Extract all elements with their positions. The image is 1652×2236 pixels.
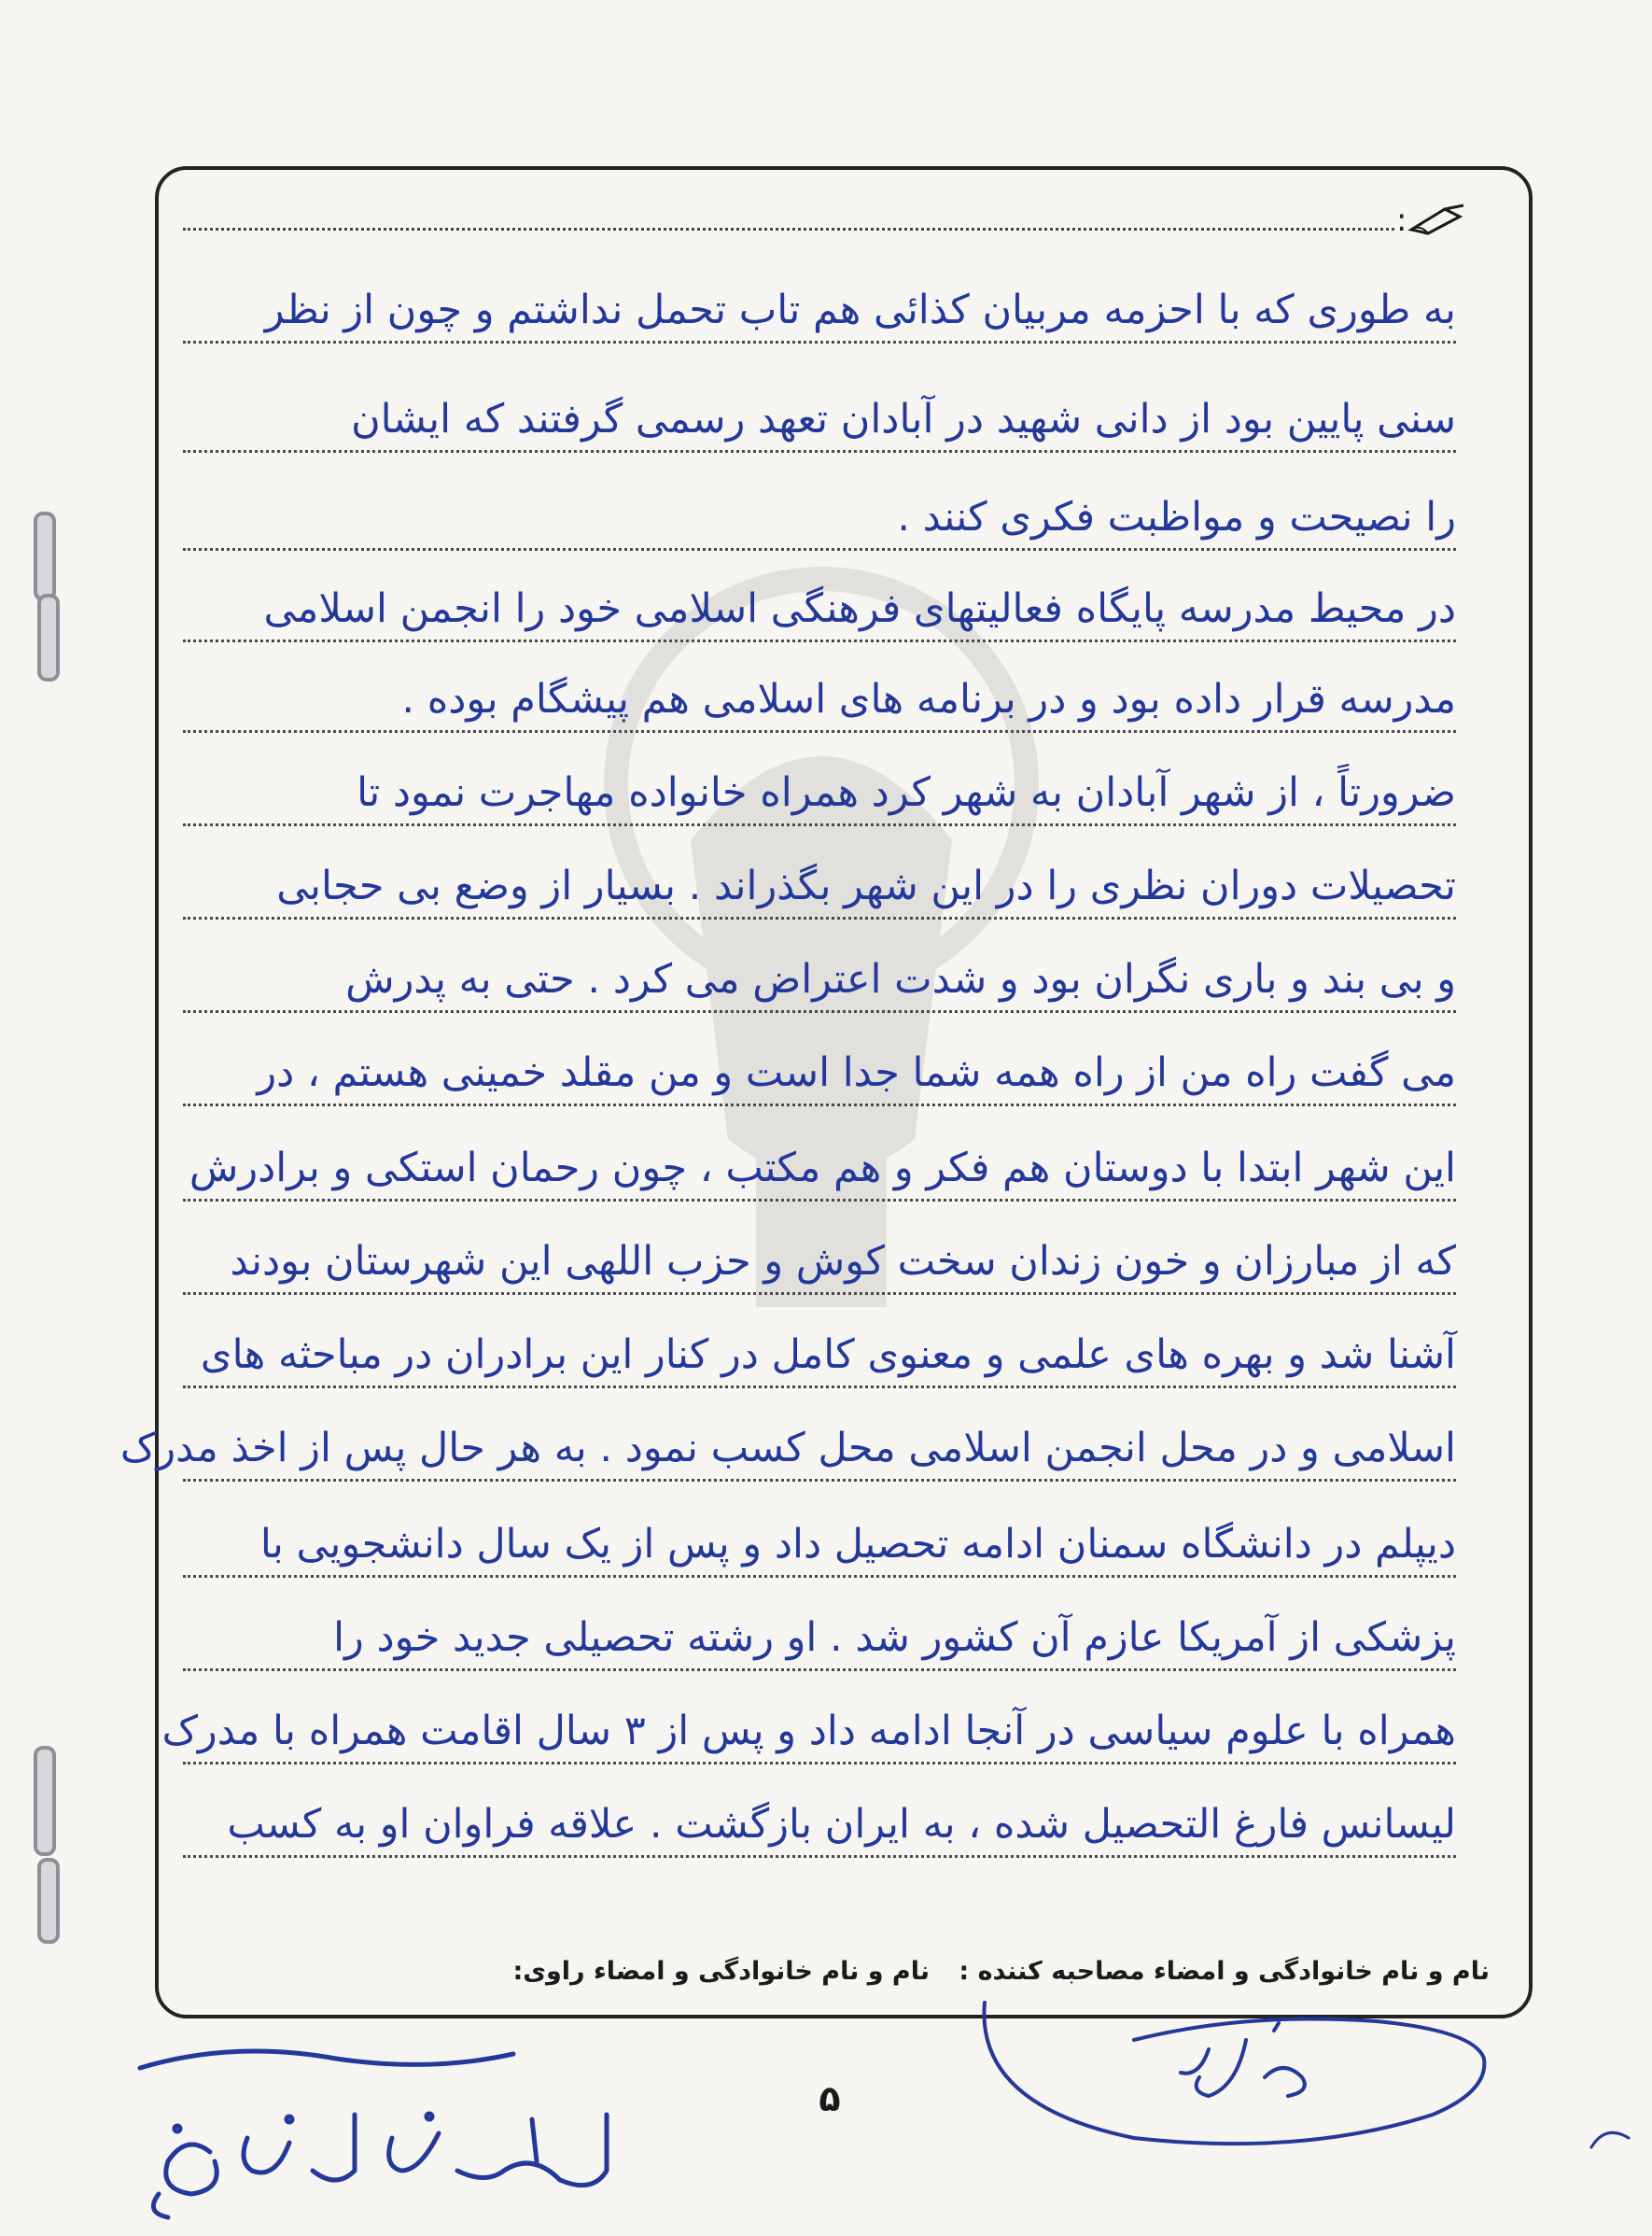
- text-line: [183, 936, 1456, 1013]
- handwritten-text: تحصیلات دوران نظری را در این شهر بگذراند . بسیار از وضع بی حجابی: [276, 863, 1456, 909]
- handwritten-text: اسلامی و در محل انجمن اسلامی محل کسب نمود . به هر حال پس از اخذ مدرک: [119, 1425, 1456, 1471]
- dotted-rule: [183, 1199, 1456, 1202]
- dotted-rule: [183, 1479, 1456, 1482]
- narrator-signature: [121, 2031, 644, 2227]
- text-line: [183, 1218, 1456, 1295]
- handwritten-text: مدرسه قرار داده بود و در برنامه های اسلامی هم پیشگام بوده .: [401, 676, 1456, 723]
- text-line: [183, 1030, 1456, 1106]
- text-line: [183, 566, 1456, 642]
- corner-ink-mark: [1587, 2119, 1633, 2157]
- handwritten-text: پزشکی از آمریکا عازم آن کشور شد . او رشته تحصیلی جدید خود را: [333, 1614, 1456, 1661]
- text-line: [119, 1405, 1456, 1482]
- text-line: [183, 750, 1456, 826]
- interviewer-signature-label: نام و نام خانوادگی و امضاء مصاحبه کننده :: [959, 1957, 1490, 1986]
- handwritten-text: آشنا شد و بهره های علمی و معنوی کامل در کنار این برادران در مباحثه های: [200, 1331, 1456, 1378]
- text-line: [183, 843, 1456, 920]
- text-line: [183, 267, 1456, 344]
- dotted-rule: [183, 341, 1456, 344]
- header-colon: :: [1396, 202, 1407, 239]
- handwritten-text: سنی پایین بود از دانی شهید در آبادان تعهد رسمی گرفتند که ایشان: [351, 396, 1456, 443]
- handwritten-text: ضرورتاً ، از شهر آبادان به شهر کرد همراه خانواده مهاجرت نمود تا: [357, 769, 1456, 816]
- text-line: [183, 1312, 1456, 1388]
- staple-top-lower: [37, 594, 60, 682]
- handwritten-text: لیسانس فارغ التحصیل شده ، به ایران بازگشت . علاقه فراوان او به کسب: [227, 1801, 1456, 1848]
- text-line: [161, 1688, 1456, 1765]
- handwritten-text: را نصیحت و مواظبت فکری کنند .: [897, 494, 1456, 541]
- staple-bottom-upper: [34, 1746, 56, 1856]
- dotted-rule: [183, 1575, 1456, 1578]
- dotted-rule: [183, 1292, 1456, 1295]
- narrator-signature-label: نام و نام خانوادگی و امضاء راوی:: [512, 1957, 930, 1986]
- dotted-rule: [183, 1762, 1456, 1765]
- handwritten-text: می گفت راه من از راه همه شما جدا است و من مقلد خمینی هستم ، در: [257, 1049, 1456, 1096]
- handwritten-text: همراه با علوم سیاسی در آنجا ادامه داد و پس از ۳ سال اقامت همراه با مدرک: [161, 1708, 1456, 1754]
- page-number: ۵: [819, 2078, 841, 2119]
- handwritten-text: دیپلم در دانشگاه سمنان ادامه تحصیل داد و پس از یک سال دانشجویی با: [259, 1521, 1456, 1568]
- staple-bottom-lower: [37, 1858, 60, 1944]
- dotted-rule: [183, 730, 1456, 733]
- handwritten-text: و بی بند و باری نگران بود و شدت اعتراض می کرد . حتی به پدرش: [345, 956, 1456, 1003]
- handwritten-text: به طوری که با احزمه مربیان کذائی هم تاب تحمل نداشتم و چون از نظر: [264, 287, 1456, 333]
- text-line: [183, 1595, 1456, 1671]
- dotted-rule: [183, 640, 1456, 642]
- dotted-rule: [183, 1668, 1456, 1671]
- text-line: [183, 474, 1456, 551]
- text-line: [183, 656, 1456, 733]
- dotted-rule: [183, 1385, 1456, 1388]
- header-dotted-line: [183, 228, 1394, 231]
- text-line: [183, 1501, 1456, 1578]
- dotted-rule: [183, 1104, 1456, 1106]
- dotted-rule: [183, 823, 1456, 826]
- text-line: [183, 376, 1456, 453]
- interviewer-signature: [966, 1975, 1493, 2152]
- dotted-rule: [183, 1855, 1456, 1858]
- handwritten-text: در محیط مدرسه پایگاه فعالیتهای فرهنگی اسلامی خود را انجمن اسلامی: [263, 585, 1456, 632]
- staple-top-upper: [34, 512, 56, 601]
- dotted-rule: [183, 1010, 1456, 1013]
- text-line: [183, 1781, 1456, 1858]
- dotted-rule: [183, 548, 1456, 551]
- dotted-rule: [183, 450, 1456, 453]
- text-line: [183, 1125, 1456, 1202]
- handwritten-text: این شهر ابتدا با دوستان هم فکر و هم مکتب ، چون رحمان استکی و برادرش: [189, 1145, 1456, 1191]
- handwritten-text: که از مبارزان و خون زندان سخت کوش و حزب اللهی این شهرستان بودند: [230, 1238, 1456, 1285]
- dotted-rule: [183, 917, 1456, 920]
- pen-writing-icon: [1407, 204, 1467, 235]
